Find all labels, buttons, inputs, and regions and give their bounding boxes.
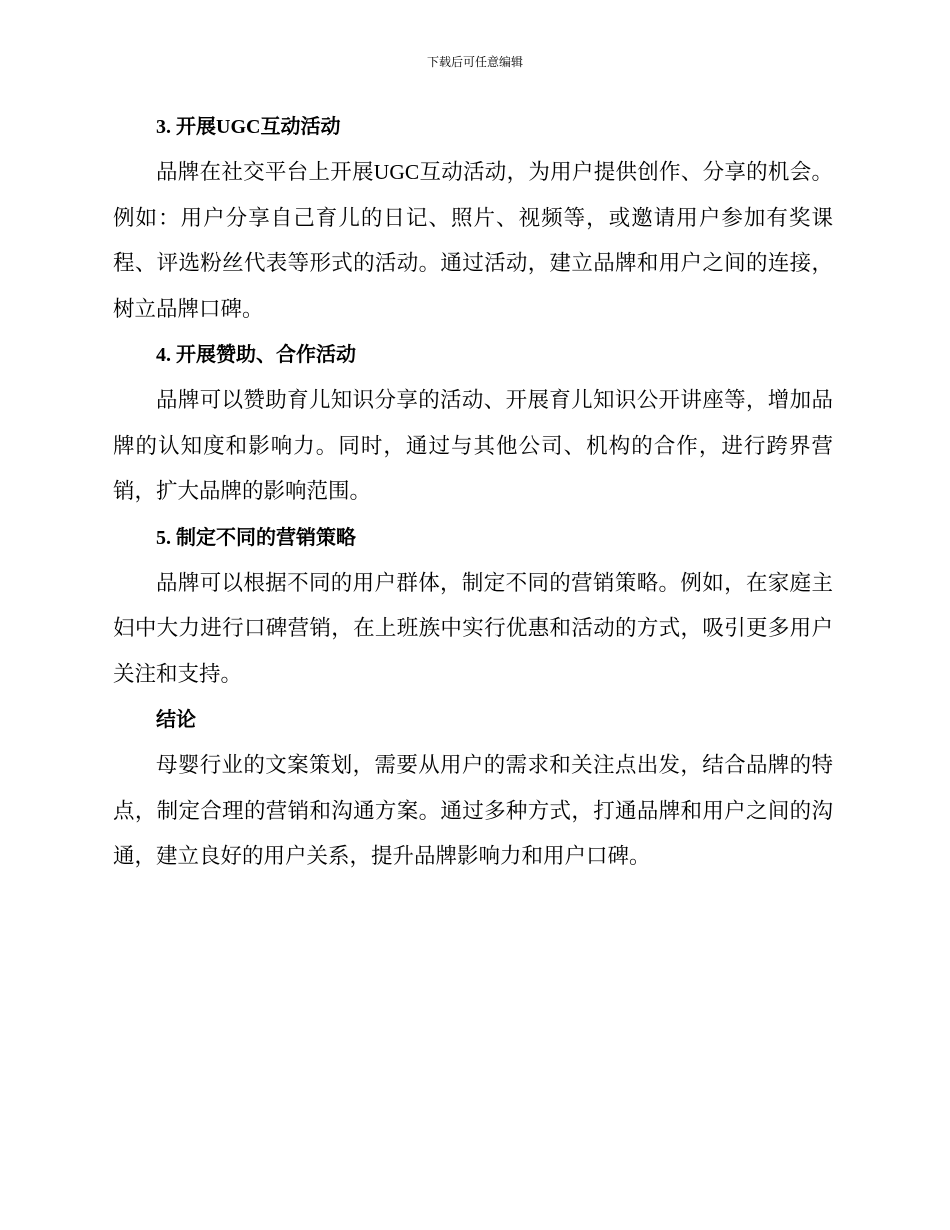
section-paragraph-sponsorship: 品牌可以赞助育儿知识分享的活动、开展育儿知识公开讲座等，增加品牌的认知度和影响力。同时，通过与其他公司、机构的合作，进行跨界营销，扩大品牌的影响范围。 bbox=[113, 388, 833, 503]
section-heading-ugc: 3. 开展UGC互动活动 bbox=[156, 116, 341, 138]
page-header: 下载后可任意编辑 bbox=[426, 55, 523, 69]
section-paragraph-strategy: 品牌可以根据不同的用户群体，制定不同的营销策略。例如，在家庭主妇中大力进行口碑营销，在上班族中实行优惠和活动的方式，吸引更多用户关注和支持。 bbox=[113, 570, 833, 686]
section-paragraph-conclusion: 母婴行业的文案策划，需要从用户的需求和关注点出发，结合品牌的特点，制定合理的营销和沟通方案。通过多种方式，打通品牌和用户之间的沟通，建立良好的用户关系，提升品牌影响力和用户口碑。 bbox=[113, 753, 833, 868]
section-heading-sponsorship: 4. 开展赞助、合作活动 bbox=[156, 344, 356, 366]
document-body bbox=[113, 108, 833, 880]
section-paragraph-ugc: 品牌在社交平台上开展UGC互动活动，为用户提供创作、分享的机会。例如：用户分享自己育儿的日记、照片、视频等，或邀请用户参加有奖课程、评选粉丝代表等形式的活动。通过活动，建立品牌和用户之间的连接，树立品牌口碑。 bbox=[113, 160, 833, 321]
section-heading-strategy: 5. 制定不同的营销策略 bbox=[156, 526, 356, 549]
section-heading-conclusion: 结论 bbox=[156, 709, 196, 731]
